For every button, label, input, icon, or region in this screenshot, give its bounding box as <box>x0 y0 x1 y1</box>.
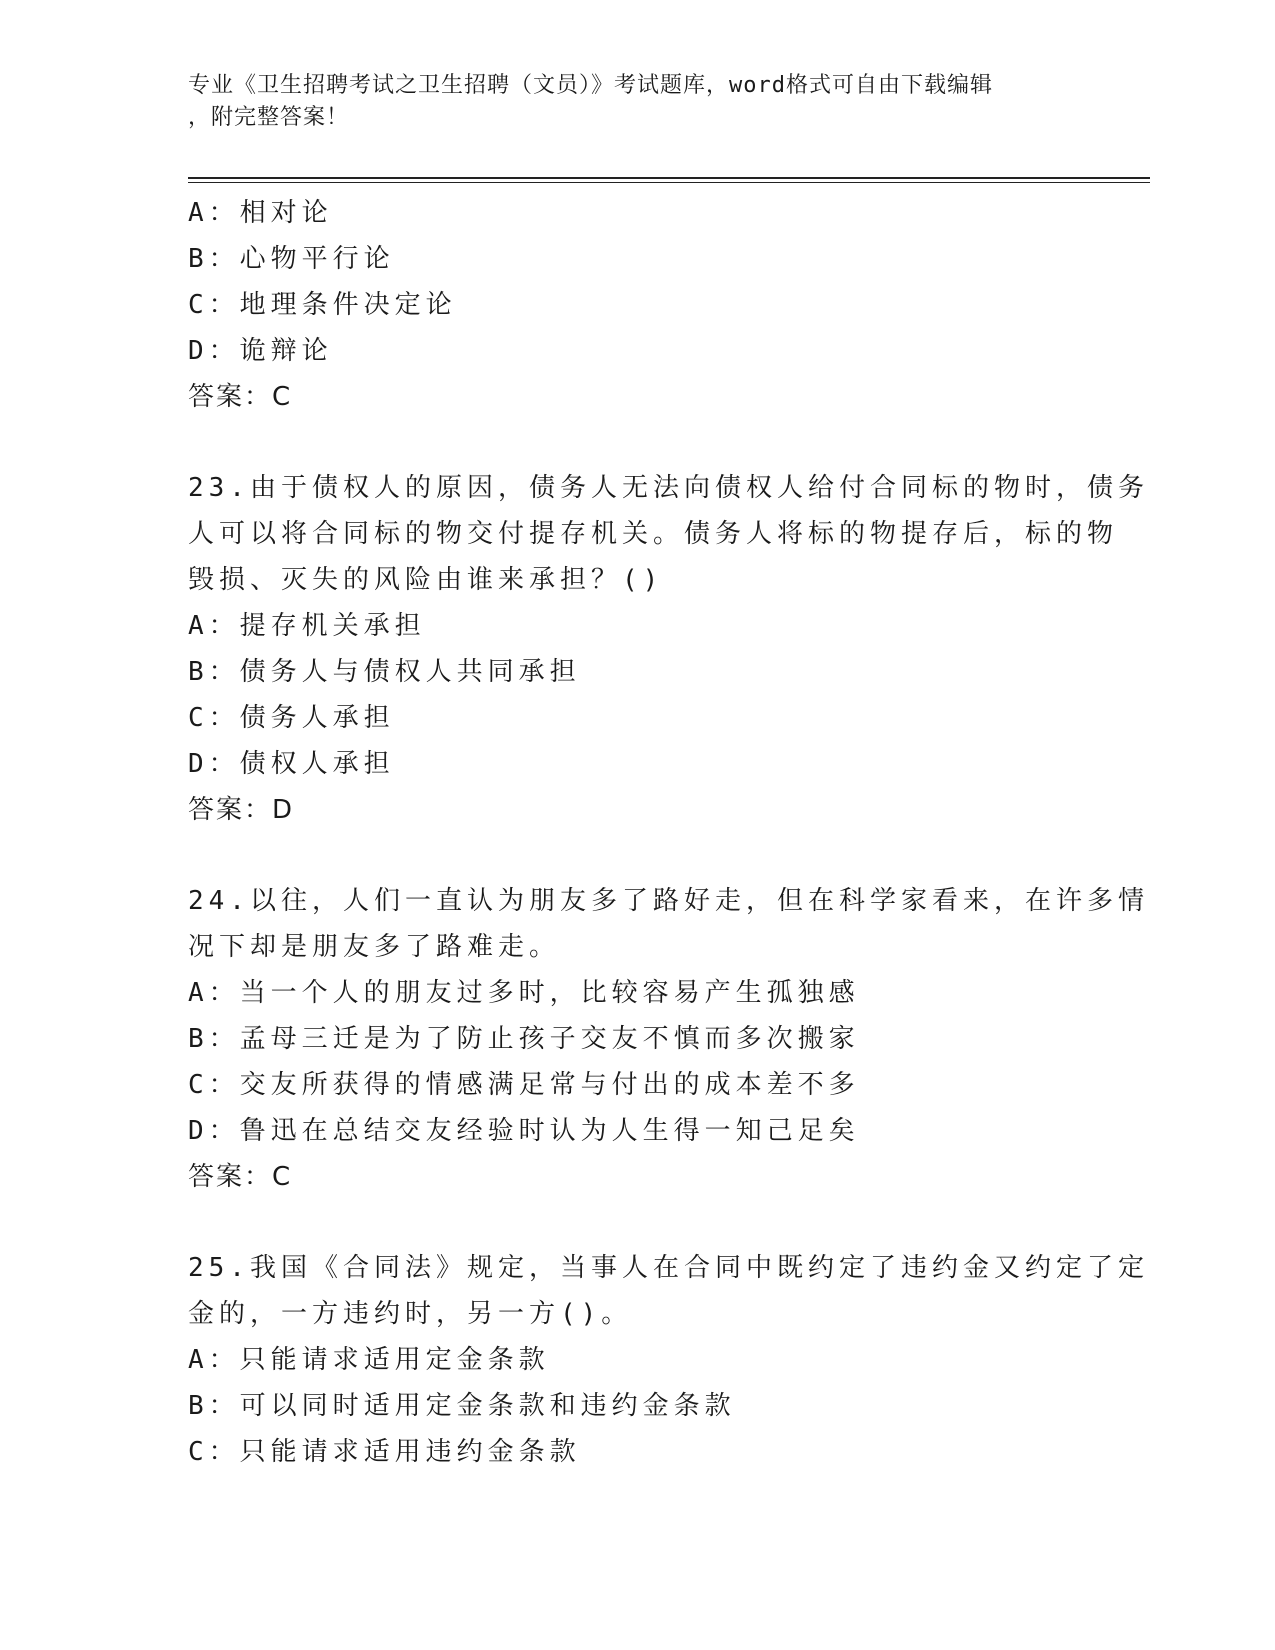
block-spacer <box>188 1200 1088 1245</box>
question-stem-line: 人可以将合同标的物交付提存机关。债务人将标的物提存后，标的物 <box>188 519 1119 549</box>
header-divider-thin <box>188 182 1150 183</box>
option-b: B：可以同时适用定金条款和违约金条款 <box>188 1391 736 1421</box>
question-block <box>188 190 1088 420</box>
option-b: B：债务人与债权人共同承担 <box>188 657 581 687</box>
question-stem-line: 24.以往，人们一直认为朋友多了路好走，但在科学家看来，在许多情 <box>188 886 1149 916</box>
question-stem-line: 25.我国《合同法》规定，当事人在合同中既约定了违约金又约定了定 <box>188 1253 1149 1283</box>
question-block <box>188 878 1149 1200</box>
header-line-1: 专业《卫生招聘考试之卫生招聘（文员）》考试题库，word格式可自由下载编辑 <box>188 73 993 98</box>
answer-line: 答案：C <box>188 1162 293 1192</box>
option-c: C：债务人承担 <box>188 703 395 733</box>
question-stem-line: 毁损、灭失的风险由谁来承担？() <box>188 565 664 595</box>
answer-line: 答案：C <box>188 382 293 412</box>
option-a: A：当一个人的朋友过多时，比较容易产生孤独感 <box>188 978 860 1008</box>
option-c: C：地理条件决定论 <box>188 290 457 320</box>
question-block <box>188 1245 1149 1475</box>
document-header <box>188 70 1068 134</box>
question-stem-line: 况下却是朋友多了路难走。 <box>188 932 561 962</box>
option-a: A：提存机关承担 <box>188 611 426 641</box>
header-line-2: ，附完整答案！ <box>188 105 350 130</box>
block-spacer <box>188 833 1088 878</box>
question-stem-line: 金的，一方违约时，另一方()。 <box>188 1299 633 1329</box>
question-block <box>188 465 1149 833</box>
option-a: A：只能请求适用定金条款 <box>188 1345 550 1375</box>
header-divider-thick <box>188 177 1150 179</box>
block-spacer <box>188 420 1088 465</box>
option-d: D：鲁迅在总结交友经验时认为人生得一知己足矣 <box>188 1116 860 1146</box>
option-b: B：孟母三迁是为了防止孩子交友不慎而多次搬家 <box>188 1024 860 1054</box>
question-stem-line: 23.由于债权人的原因，债务人无法向债权人给付合同标的物时，债务 <box>188 473 1149 503</box>
question-list <box>188 190 1149 1475</box>
option-b: B：心物平行论 <box>188 244 395 274</box>
answer-line: 答案：D <box>188 795 295 825</box>
option-d: D：诡辩论 <box>188 336 333 366</box>
option-a: A：相对论 <box>188 198 333 228</box>
option-d: D：债权人承担 <box>188 749 395 779</box>
option-c: C：交友所获得的情感满足常与付出的成本差不多 <box>188 1070 860 1100</box>
option-c: C：只能请求适用违约金条款 <box>188 1437 581 1467</box>
